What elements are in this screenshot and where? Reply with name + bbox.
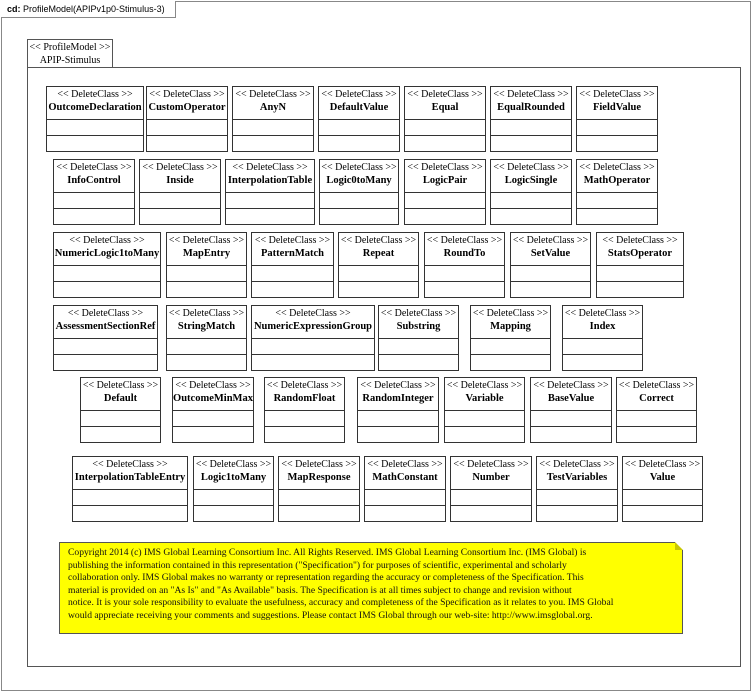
- class-header: [265, 378, 344, 411]
- class-stereotype: << DeleteClass >>: [281, 459, 357, 470]
- class-stereotype: << DeleteClass >>: [453, 459, 529, 470]
- class-name: Repeat: [362, 248, 395, 259]
- class-header: [226, 160, 314, 193]
- class-attributes-compartment: [358, 411, 438, 427]
- class-stereotype: << DeleteClass >>: [168, 308, 245, 319]
- class-attributes-compartment: [405, 120, 485, 136]
- class-name: MathOperator: [583, 175, 651, 186]
- class-name: Index: [589, 321, 616, 332]
- class-box: [364, 456, 446, 522]
- class-header: [451, 457, 531, 490]
- class-header: [73, 457, 187, 490]
- class-stereotype: << DeleteClass >>: [539, 459, 615, 470]
- class-attributes-compartment: [54, 339, 157, 355]
- class-box: [490, 86, 572, 152]
- class-box: [622, 456, 703, 522]
- class-attributes-compartment: [597, 266, 683, 282]
- class-stereotype: << DeleteClass >>: [579, 162, 655, 173]
- class-stereotype: << DeleteClass >>: [321, 89, 397, 100]
- class-name: MapEntry: [182, 248, 231, 259]
- class-name: LogicPair: [422, 175, 468, 186]
- class-attributes-compartment: [471, 339, 550, 355]
- class-attributes-compartment: [425, 266, 504, 282]
- class-stereotype: << DeleteClass >>: [367, 459, 443, 470]
- note-text: [68, 547, 674, 623]
- class-attributes-compartment: [365, 490, 445, 506]
- class-name: OutcomeMinMax: [173, 393, 253, 404]
- class-stereotype: << DeleteClass >>: [232, 162, 308, 173]
- class-attributes-compartment: [379, 339, 458, 355]
- class-header: [319, 87, 399, 120]
- class-header: [167, 233, 246, 266]
- class-name: Inside: [166, 175, 194, 186]
- note-line: material is provided on an "As Is" and "As Available" basis. The Specification is at all times subject to change and revision without: [68, 584, 572, 596]
- class-header: [511, 233, 590, 266]
- class-box: [470, 305, 551, 371]
- class-attributes-compartment: [491, 120, 571, 136]
- class-box: [536, 456, 618, 522]
- class-box: [530, 377, 612, 443]
- class-name: Default: [103, 393, 138, 404]
- class-stereotype: << DeleteClass >>: [69, 235, 145, 246]
- class-name: StatsOperator: [607, 248, 673, 259]
- class-box: [616, 377, 697, 443]
- class-name: Logic1toMany: [200, 472, 267, 483]
- class-attributes-compartment: [577, 120, 657, 136]
- class-attributes-compartment: [577, 193, 657, 209]
- class-box: [562, 305, 643, 371]
- class-name: TestVariables: [546, 472, 608, 483]
- class-header: [167, 306, 246, 339]
- class-box: [46, 86, 144, 152]
- note-line: would appreciate receiving your comments and suggestions. Please contact IMS Global through our web-site: http://www.imsglobal.org.: [68, 609, 593, 621]
- class-header: [405, 160, 485, 193]
- note-line: notice. It is your sole responsibility to evaluate the usefulness, accuracy and completeness of the Specification as it relates to you. IMS Global: [68, 597, 614, 609]
- class-name: AssessmentSectionRef: [55, 321, 156, 332]
- class-stereotype: << DeleteClass >>: [493, 162, 569, 173]
- class-header: [147, 87, 227, 120]
- class-attributes-compartment: [623, 490, 702, 506]
- class-header: [537, 457, 617, 490]
- class-header: [425, 233, 504, 266]
- class-attributes-compartment: [54, 193, 134, 209]
- class-name: InterpolationTable: [227, 175, 313, 186]
- class-stereotype: << DeleteClass >>: [533, 380, 609, 391]
- class-box: [53, 159, 135, 225]
- class-box: [338, 232, 419, 298]
- class-name: DefaultValue: [329, 102, 389, 113]
- class-header: [491, 87, 571, 120]
- class-name: Logic0toMany: [326, 175, 392, 186]
- class-stereotype: << DeleteClass >>: [235, 89, 311, 100]
- class-name: PatternMatch: [261, 248, 324, 259]
- class-attributes-compartment: [451, 490, 531, 506]
- class-header: [577, 160, 657, 193]
- class-header: [379, 306, 458, 339]
- class-name: EqualRounded: [497, 102, 565, 113]
- class-stereotype: << DeleteClass >>: [407, 162, 483, 173]
- class-attributes-compartment: [252, 266, 333, 282]
- class-box: [450, 456, 532, 522]
- class-attributes-compartment: [339, 266, 418, 282]
- class-stereotype: << DeleteClass >>: [564, 308, 641, 319]
- class-header: [563, 306, 642, 339]
- class-attributes-compartment: [54, 266, 160, 282]
- package-stereotype: << ProfileModel >>: [29, 42, 111, 53]
- class-box: [318, 86, 400, 152]
- class-attributes-compartment: [320, 193, 398, 209]
- class-name: Correct: [639, 393, 674, 404]
- class-box: [596, 232, 684, 298]
- class-header: [54, 160, 134, 193]
- class-header: [173, 378, 253, 411]
- class-attributes-compartment: [537, 490, 617, 506]
- class-name: Substring: [396, 321, 441, 332]
- class-header: [54, 306, 157, 339]
- class-attributes-compartment: [140, 193, 220, 209]
- class-stereotype: << DeleteClass >>: [92, 459, 168, 470]
- class-name: BaseValue: [547, 393, 595, 404]
- copyright-note: [59, 542, 683, 634]
- class-name: RandomInteger: [362, 393, 434, 404]
- class-name: Mapping: [490, 321, 531, 332]
- class-stereotype: << DeleteClass >>: [82, 380, 159, 391]
- class-name: RandomFloat: [273, 393, 336, 404]
- class-box: [172, 377, 254, 443]
- class-attributes-compartment: [405, 193, 485, 209]
- class-stereotype: << DeleteClass >>: [56, 162, 132, 173]
- class-header: [491, 160, 571, 193]
- class-name: Number: [472, 472, 510, 483]
- class-header: [617, 378, 696, 411]
- class-attributes-compartment: [167, 339, 246, 355]
- class-stereotype: << DeleteClass >>: [426, 235, 503, 246]
- class-box: [251, 305, 375, 371]
- class-attributes-compartment: [531, 411, 611, 427]
- class-attributes-compartment: [279, 490, 359, 506]
- class-stereotype: << DeleteClass >>: [472, 308, 549, 319]
- class-box: [278, 456, 360, 522]
- frame-title: ProfileModel(APIPv1p0-Stimulus-3): [23, 4, 165, 14]
- package-tab: [27, 39, 113, 67]
- class-name: LogicSingle: [504, 175, 558, 186]
- class-stereotype: << DeleteClass >>: [360, 380, 436, 391]
- class-stereotype: << DeleteClass >>: [142, 162, 218, 173]
- class-name: StringMatch: [177, 321, 236, 332]
- class-box: [576, 86, 658, 152]
- class-header: [47, 87, 143, 120]
- class-attributes-compartment: [226, 193, 314, 209]
- class-stereotype: << DeleteClass >>: [254, 235, 331, 246]
- class-box: [225, 159, 315, 225]
- class-box: [319, 159, 399, 225]
- class-box: [166, 232, 247, 298]
- class-stereotype: << DeleteClass >>: [195, 459, 272, 470]
- class-header: [194, 457, 273, 490]
- class-attributes-compartment: [511, 266, 590, 282]
- class-header: [405, 87, 485, 120]
- class-name: RoundTo: [443, 248, 486, 259]
- class-header: [140, 160, 220, 193]
- frame-kind: cd:: [7, 4, 21, 14]
- class-header: [597, 233, 683, 266]
- class-name: SetValue: [530, 248, 571, 259]
- class-attributes-compartment: [252, 339, 374, 355]
- class-attributes-compartment: [233, 120, 313, 136]
- class-attributes-compartment: [47, 120, 143, 136]
- class-box: [264, 377, 345, 443]
- class-name: MapResponse: [287, 472, 351, 483]
- class-header: [81, 378, 160, 411]
- class-box: [404, 86, 486, 152]
- class-box: [139, 159, 221, 225]
- class-box: [146, 86, 228, 152]
- package-name: APIP-Stimulus: [39, 55, 101, 66]
- class-header: [54, 233, 160, 266]
- class-attributes-compartment: [491, 193, 571, 209]
- class-header: [320, 160, 398, 193]
- class-stereotype: << DeleteClass >>: [618, 380, 695, 391]
- class-attributes-compartment: [73, 490, 187, 506]
- class-attributes-compartment: [445, 411, 524, 427]
- class-attributes-compartment: [147, 120, 227, 136]
- class-box: [444, 377, 525, 443]
- class-name: InfoControl: [67, 175, 121, 186]
- class-header: [471, 306, 550, 339]
- class-header: [252, 233, 333, 266]
- note-line: Copyright 2014 (c) IMS Global Learning Consortium Inc. All Rights Reserved. IMS Global Learning Consortium Inc. (IMS Global) is: [68, 547, 587, 558]
- class-attributes-compartment: [319, 120, 399, 136]
- class-stereotype: << DeleteClass >>: [321, 162, 397, 173]
- class-name: Value: [649, 472, 676, 483]
- class-attributes-compartment: [265, 411, 344, 427]
- note-line: publishing the information contained in this representation ("Specification") for purposes of scientific, experimental and scholarly: [68, 559, 567, 571]
- class-header: [252, 306, 374, 339]
- class-name: AnyN: [259, 102, 287, 113]
- class-name: CustomOperator: [148, 102, 226, 113]
- class-name: NumericLogic1toMany: [54, 248, 160, 259]
- class-header: [358, 378, 438, 411]
- class-stereotype: << DeleteClass >>: [175, 380, 251, 391]
- class-box: [357, 377, 439, 443]
- class-name: OutcomeDeclaration: [48, 102, 142, 113]
- class-header: [623, 457, 702, 490]
- class-stereotype: << DeleteClass >>: [380, 308, 457, 319]
- class-header: [445, 378, 524, 411]
- note-line: collaboration only. IMS Global makes no warranty or representation regarding the accuracy or completeness of the Specification. This: [68, 572, 584, 584]
- class-stereotype: << DeleteClass >>: [275, 308, 351, 319]
- class-box: [193, 456, 274, 522]
- class-box: [80, 377, 161, 443]
- class-box: [53, 232, 161, 298]
- class-name: NumericExpressionGroup: [253, 321, 373, 332]
- class-stereotype: << DeleteClass >>: [446, 380, 523, 391]
- class-box: [53, 305, 158, 371]
- class-stereotype: << DeleteClass >>: [512, 235, 589, 246]
- class-attributes-compartment: [617, 411, 696, 427]
- class-header: [365, 457, 445, 490]
- class-stereotype: << DeleteClass >>: [602, 235, 678, 246]
- class-box: [404, 159, 486, 225]
- class-attributes-compartment: [167, 266, 246, 282]
- class-stereotype: << DeleteClass >>: [168, 235, 245, 246]
- frame-title-tab: [1, 1, 176, 18]
- class-box: [232, 86, 314, 152]
- class-stereotype: << DeleteClass >>: [340, 235, 417, 246]
- class-attributes-compartment: [81, 411, 160, 427]
- class-box: [378, 305, 459, 371]
- class-header: [577, 87, 657, 120]
- class-attributes-compartment: [173, 411, 253, 427]
- class-attributes-compartment: [194, 490, 273, 506]
- class-name: MathConstant: [372, 472, 438, 483]
- class-name: Equal: [431, 102, 459, 113]
- class-header: [233, 87, 313, 120]
- class-stereotype: << DeleteClass >>: [149, 89, 225, 100]
- class-stereotype: << DeleteClass >>: [579, 89, 655, 100]
- class-header: [279, 457, 359, 490]
- class-box: [251, 232, 334, 298]
- class-stereotype: << DeleteClass >>: [624, 459, 701, 470]
- class-attributes-compartment: [563, 339, 642, 355]
- class-stereotype: << DeleteClass >>: [67, 308, 144, 319]
- class-stereotype: << DeleteClass >>: [407, 89, 483, 100]
- class-box: [490, 159, 572, 225]
- class-stereotype: << DeleteClass >>: [266, 380, 343, 391]
- class-box: [424, 232, 505, 298]
- class-stereotype: << DeleteClass >>: [57, 89, 133, 100]
- class-stereotype: << DeleteClass >>: [493, 89, 569, 100]
- class-header: [531, 378, 611, 411]
- class-name: Variable: [465, 393, 504, 404]
- note-fold-corner: [675, 542, 683, 550]
- class-box: [166, 305, 247, 371]
- class-header: [339, 233, 418, 266]
- class-name: InterpolationTableEntry: [74, 472, 186, 483]
- class-box: [72, 456, 188, 522]
- class-box: [576, 159, 658, 225]
- class-name: FieldValue: [592, 102, 642, 113]
- class-box: [510, 232, 591, 298]
